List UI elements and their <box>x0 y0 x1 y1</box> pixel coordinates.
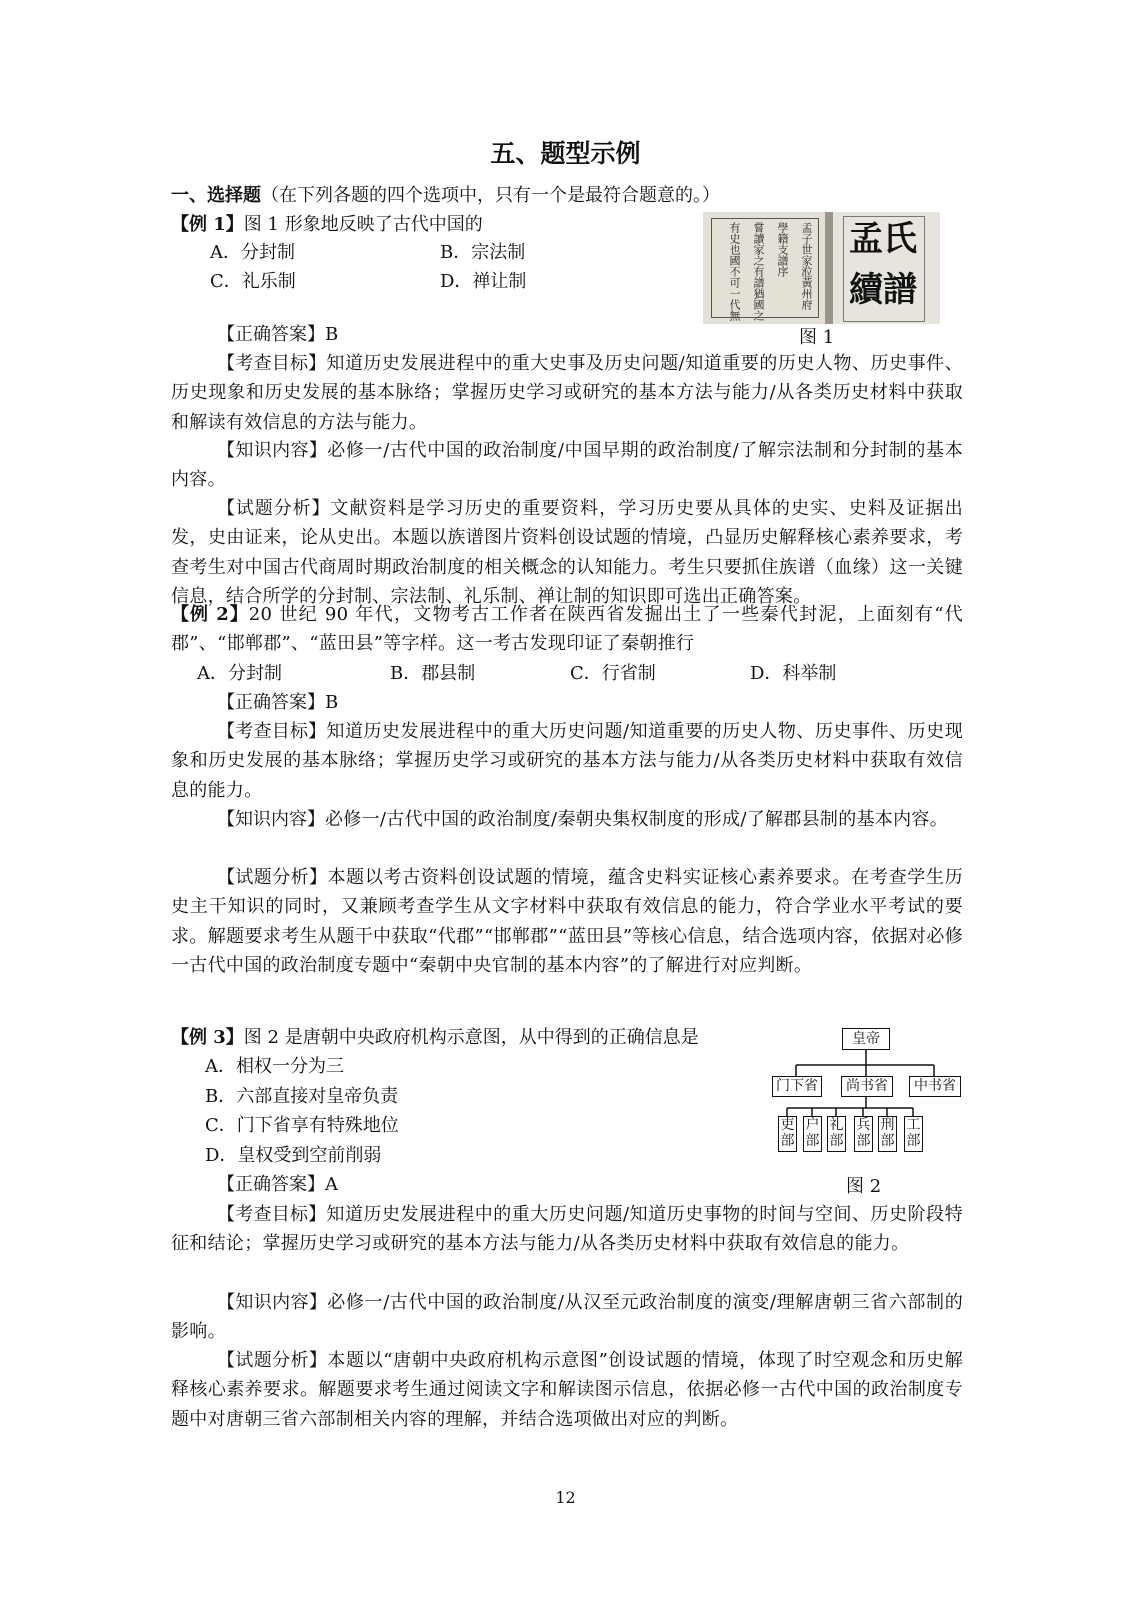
ex3-analysis <box>171 1346 963 1434</box>
org-box-ministry-works <box>904 1116 923 1152</box>
ex1-label: 【例 1】 <box>171 214 244 235</box>
ex2-answer-value: B <box>325 692 339 713</box>
ex2-content-text: 必修一/古代中国的政治制度/秦朝央集权制度的形成/了解郡县制的基本内容。 <box>325 809 948 830</box>
page-number: 12 <box>555 1488 576 1507</box>
ex2-goal <box>171 717 963 805</box>
ex2-content <box>171 805 963 834</box>
genealogy-col-4: 有史也國不可一代無 <box>728 222 741 321</box>
ex1-goal-text: 知道历史发展进程中的重大史事及历史问题/知道重要的历史人物、历史事件、历史现象和历史发展的基本脉络；掌握历史学习或研究的基本方法与能力/从各类历史材料中获取和解读有效信息的方法与能力。 <box>171 353 964 433</box>
ministry-works-char-1: 工 <box>906 1117 921 1133</box>
ministry-revenue-char-2: 部 <box>805 1133 820 1149</box>
ex2-label: 【例 2】 <box>171 604 249 625</box>
ex3-goal-label: 【考查目标】 <box>217 1204 327 1225</box>
ex1-analysis <box>171 494 963 612</box>
ex3-analysis-text: 本题以“唐朝中央政府机构示意图”创设试题的情境，体现了时空观念和历史解释核心素养要求。解题要求考生通过阅读文字和解读图示信息，依据必修一古代中国的政治制度专题中对唐朝三省六部制相关内容的理解，并结合选项做出对应的判断。 <box>171 1350 963 1430</box>
ministry-personnel-char-2: 部 <box>780 1133 795 1149</box>
genealogy-col-1: 孟子世家涖黃州府 <box>800 222 813 310</box>
org-box-ministry-rites <box>827 1116 846 1152</box>
ex2-analysis-label: 【试题分析】 <box>217 867 328 888</box>
ex2-stem-text: 20 世纪 90 年代，文物考古工作者在陕西省发掘出土了一些秦代封泥，上面刻有“代郡”、“邯郸郡”、“蓝田县”等字样。这一考古发现印证了秦朝推行 <box>171 604 963 655</box>
ex1-answer-label: 【正确答案】 <box>217 324 325 345</box>
ministry-justice-char-1: 刑 <box>880 1117 895 1133</box>
ex2-option-c: C．行省制 <box>570 663 656 684</box>
org-box-emperor: 皇帝 <box>842 1028 890 1050</box>
ex1-content-text: 必修一/古代中国的政治制度/中国早期的政治制度/了解宗法制和分封制的基本内容。 <box>171 440 963 491</box>
org-box-ministry-revenue <box>803 1116 822 1152</box>
org-box-shangshu: 尚书省 <box>841 1076 893 1097</box>
ministry-rites-char-1: 礼 <box>829 1117 844 1133</box>
ex1-stem-line <box>171 210 483 239</box>
ministry-rites-char-2: 部 <box>829 1133 844 1149</box>
ex2-stem <box>171 600 963 659</box>
ex3-option-d: D．皇权受到空前削弱 <box>205 1145 382 1166</box>
ex2-goal-label: 【考查目标】 <box>217 721 327 742</box>
ex1-option-c: C．礼乐制 <box>210 271 296 292</box>
ministry-justice-char-2: 部 <box>880 1133 895 1149</box>
ex3-label: 【例 3】 <box>171 1027 244 1048</box>
figure-1-caption: 图 1 <box>799 327 835 348</box>
ministry-revenue-char-1: 户 <box>805 1117 820 1133</box>
ex3-option-a: A．相权一分为三 <box>205 1056 344 1077</box>
ex3-answer-value: A <box>325 1174 338 1195</box>
ex2-analysis <box>171 863 963 981</box>
ex3-content-label: 【知识内容】 <box>217 1292 328 1313</box>
ex2-analysis-text: 本题以考古资料创设试题的情境，蕴含史料实证核心素养要求。在考查学生历史主干知识的同时，又兼顾考查学生从文字材料中获取有效信息的能力，符合学业水平考试的要求。解题要求考生从题干中获取“代郡”“邯郸郡”“蓝田县”等核心信息，结合选项内容，依据对必修一古代中国的政治制度专题中“秦朝中央官制的基本内容”的了解进行对应判断。 <box>171 867 964 977</box>
ex3-stem-line <box>171 1023 699 1052</box>
ex1-option-a: A．分封制 <box>210 242 295 263</box>
ministry-works-char-2: 部 <box>906 1133 921 1149</box>
ex3-option-b: B．六部直接对皇帝负责 <box>205 1086 399 1107</box>
ministry-war-char-1: 兵 <box>856 1117 871 1133</box>
ex1-goal <box>171 349 963 437</box>
ex2-answer <box>217 688 338 717</box>
section-label: 一、选择题 <box>171 185 261 206</box>
ex3-stem: 图 2 是唐朝中央政府机构示意图，从中得到的正确信息是 <box>243 1027 699 1048</box>
genealogy-col-3: 嘗讀家之有譜猶國之 <box>752 222 765 321</box>
page-title: 五、题型示例 <box>490 139 641 168</box>
ex1-answer <box>217 320 338 349</box>
genealogy-photo <box>703 212 940 324</box>
ex1-answer-value: B <box>325 324 339 345</box>
ex3-goal-text: 知道历史发展进程中的重大历史问题/知道历史事物的时间与空间、历史阶段特征和结论；掌握历史学习或研究的基本方法与能力/从各类历史材料中获取有效信息的能力。 <box>171 1204 964 1255</box>
figure-2-caption: 图 2 <box>846 1176 882 1197</box>
ex1-option-d: D．禅让制 <box>440 271 527 292</box>
org-box-ministry-personnel <box>778 1116 797 1152</box>
genealogy-col-2: 學籍支譜序 <box>776 222 789 277</box>
section-note: （在下列各题的四个选项中，只有一个是最符合题意的。） <box>261 185 720 206</box>
org-box-menxia: 门下省 <box>772 1076 822 1097</box>
ex2-goal-text: 知道历史发展进程中的重大历史问题/知道重要的历史人物、历史事件、历史现象和历史发展的基本脉络；掌握历史学习或研究的基本方法与能力/从各类历史材料中获取有效信息的能力。 <box>171 721 964 801</box>
org-box-ministry-war <box>854 1116 873 1152</box>
ex3-option-c: C．门下省享有特殊地位 <box>205 1115 399 1136</box>
ex2-option-b: B．郡县制 <box>390 663 476 684</box>
ex1-analysis-text: 文献资料是学习历史的重要资料，学习历史要从具体的史实、史料及证据出发，史由证来，论从史出。本题以族谱图片资料创设试题的情境，凸显历史解释核心素养要求，考查考生对中国古代商周时期政治制度的相关概念的认知能力。考生只要抓住族谱（血缘）这一关键信息，结合所学的分封制、宗法制、礼乐制、禅让制的知识即可选出正确答案。 <box>171 498 963 608</box>
ex1-content <box>171 436 963 495</box>
ministry-war-char-2: 部 <box>856 1133 871 1149</box>
genealogy-cover-title: 孟氏續譜 <box>849 219 917 310</box>
ex1-stem: 图 1 形象地反映了古代中国的 <box>243 214 483 235</box>
ex3-content-text: 必修一/古代中国的政治制度/从汉至元政治制度的演变/理解唐朝三省六部制的影响。 <box>171 1292 963 1343</box>
ex2-option-d: D．科举制 <box>750 663 837 684</box>
ex3-analysis-label: 【试题分析】 <box>217 1350 328 1371</box>
org-box-ministry-justice <box>878 1116 897 1152</box>
ex3-answer <box>217 1170 338 1199</box>
ex1-analysis-label: 【试题分析】 <box>217 498 331 519</box>
ex3-answer-label: 【正确答案】 <box>217 1174 325 1195</box>
ex3-content <box>171 1288 963 1347</box>
ministry-personnel-char-1: 吏 <box>780 1117 795 1133</box>
tang-government-org-chart <box>770 1028 970 1168</box>
ex1-content-label: 【知识内容】 <box>217 440 328 461</box>
section-heading <box>171 181 720 210</box>
org-box-zhongshu: 中书省 <box>909 1076 961 1097</box>
ex2-content-label: 【知识内容】 <box>217 809 325 830</box>
ex1-option-b: B．宗法制 <box>440 242 526 263</box>
ex3-goal <box>171 1200 963 1259</box>
ex1-goal-label: 【考查目标】 <box>217 353 327 374</box>
ex2-option-a: A．分封制 <box>197 663 282 684</box>
ex2-answer-label: 【正确答案】 <box>217 692 325 713</box>
